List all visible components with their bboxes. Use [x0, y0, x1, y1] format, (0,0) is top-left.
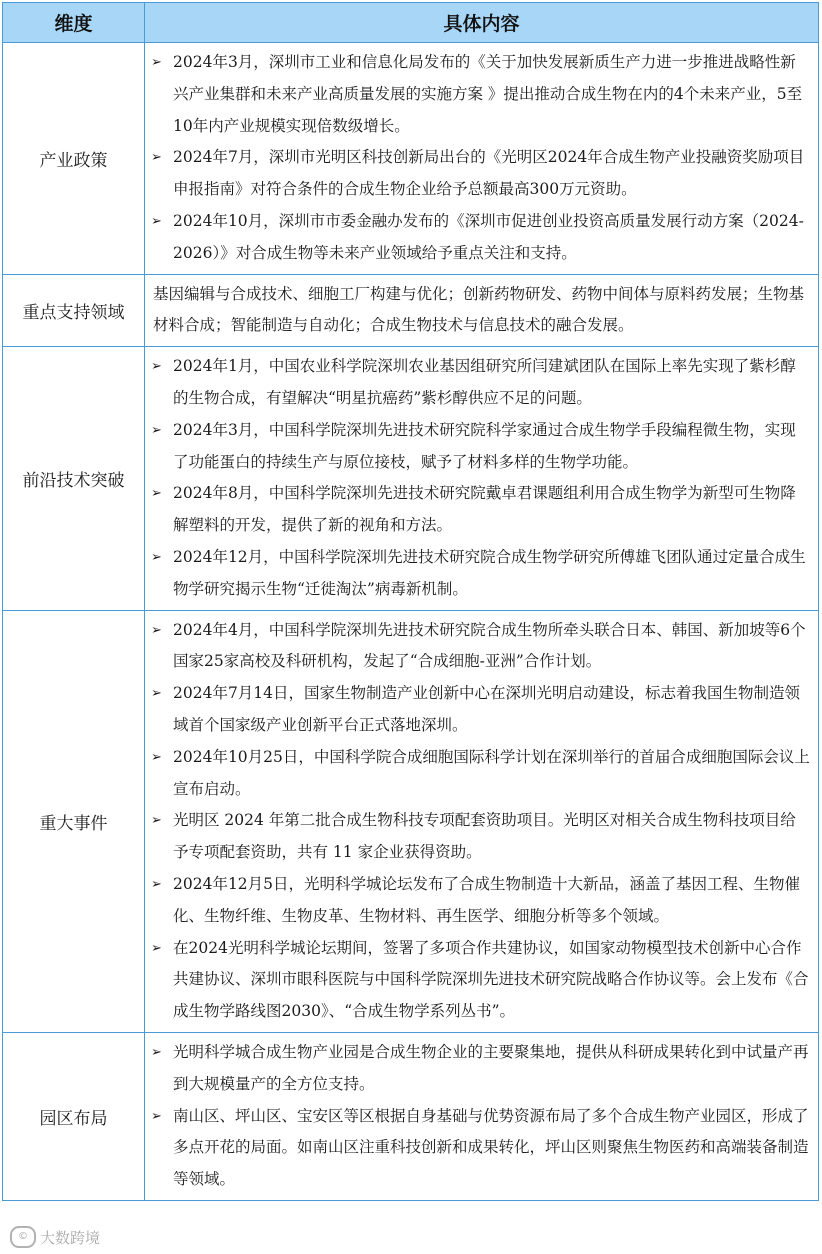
list-item	[151, 805, 810, 869]
arrow-bullet-icon: ➢	[151, 359, 162, 375]
list-item	[151, 206, 810, 270]
content-cell	[145, 347, 819, 610]
list-item	[151, 678, 810, 742]
arrow-bullet-icon: ➢	[151, 55, 162, 70]
list-item	[151, 1101, 810, 1196]
list-item-text: 光明科学城合成生物产业园是合成生物企业的主要聚集地，提供从科研成果转化到中试量产再到大规模量产的全方位支持。	[173, 1042, 809, 1093]
arrow-bullet-icon: ➢	[151, 876, 162, 892]
table-row	[3, 274, 819, 347]
arrow-bullet-icon: ➢	[151, 213, 162, 229]
list-item-text: 2024年1月，中国农业科学院深圳农业基因组研究所闫建斌团队在国际上率先实现了紫杉醇的生物合成，有望解决“明星抗癌药”紫杉醇供应不足的问题。	[173, 357, 796, 407]
content-cell	[145, 1032, 819, 1200]
table-header-row	[3, 3, 819, 43]
dimension-cell: 重点支持领域	[3, 274, 145, 347]
bullet-list	[151, 47, 810, 270]
list-item-text: 2024年7月14日，国家生物制造产业创新中心在深圳光明启动建设，标志着我国生物制造领域首个国家级产业创新平台正式落地深圳。	[173, 684, 801, 734]
list-item	[151, 742, 810, 806]
list-item-text: 光明区 2024 年第二批合成生物科技专项配套资助项目。光明区对相关合成生物科技项目给予专项配套资助，共有 11 家企业获得资助。	[173, 811, 796, 862]
list-item	[151, 615, 810, 679]
header-dimension: 维度	[3, 3, 145, 43]
list-item-text: 2024年12月5日，光明科学城论坛发布了合成生物制造十大新品，涵盖了基因工程、生物催化、生物纤维、生物皮革、生物材料、再生医学、细胞分析等多个领域。	[173, 874, 801, 925]
list-item	[151, 415, 810, 479]
list-item-text: 2024年7月，深圳市光明区科技创新局出台的《光明区2024年合成生物产业投融资奖励项目申报指南》对符合条件的合成生物企业给予总额最高300万元资助。	[173, 148, 805, 199]
table-row	[3, 610, 819, 1032]
arrow-bullet-icon: ➢	[151, 813, 162, 829]
list-item	[151, 142, 810, 206]
dimension-cell: 重大事件	[3, 610, 145, 1032]
watermark-logo-icon: ©	[10, 1226, 36, 1248]
bullet-list	[151, 615, 810, 1028]
list-item-text: 2024年3月，深圳市工业和信息化局发布的《关于加快发展新质生产力进一步推进战略性新兴产业集群和未来产业高质量发展的实施方案 》提出推动合成生物在内的4个未来产业，5至10年内产业规模实现倍数级增长。	[173, 53, 803, 135]
arrow-bullet-icon: ➢	[151, 1108, 162, 1124]
list-item	[151, 933, 810, 1028]
watermark-text: 大数跨境	[40, 1228, 101, 1247]
arrow-bullet-icon: ➢	[151, 686, 162, 702]
list-item	[151, 478, 810, 542]
list-item-text: 2024年10月25日，中国科学院合成细胞国际科学计划在深圳举行的首届合成细胞国际会议上宣布启动。	[173, 747, 810, 798]
arrow-bullet-icon: ➢	[151, 422, 162, 438]
list-item-text: 2024年3月，中国科学院深圳先进技术研究院科学家通过合成生物学手段编程微生物，实现了功能蛋白的持续生产与原位接枝，赋予了材料多样的生物学功能。	[173, 420, 796, 471]
bullet-list	[151, 1037, 810, 1196]
list-item-text: 2024年4月，中国科学院深圳先进技术研究院合成生物所牵头联合日本、韩国、新加坡等6个国家25家高校及科研机构，发起了“合成细胞-亚洲”合作计划。	[173, 620, 806, 671]
arrow-bullet-icon: ➢	[151, 549, 162, 565]
arrow-bullet-icon: ➢	[151, 1044, 162, 1060]
list-item-text: 2024年10月，深圳市市委金融办发布的《深圳市促进创业投资高质量发展行动方案（2024-2026）》对合成生物等未来产业领域给予重点关注和支持。	[173, 211, 804, 262]
arrow-bullet-icon: ➢	[151, 622, 162, 638]
header-content: 具体内容	[145, 3, 819, 43]
bullet-list	[151, 351, 810, 605]
table-row	[3, 347, 819, 610]
list-item	[151, 1037, 810, 1101]
dimension-cell: 产业政策	[3, 43, 145, 275]
arrow-bullet-icon: ➢	[151, 749, 162, 765]
list-item-text: 2024年12月，中国科学院深圳先进技术研究院合成生物学研究所傅雄飞团队通过定量合成生物学研究揭示生物“迁徙淘汰”病毒新机制。	[173, 547, 806, 598]
content-cell	[145, 274, 819, 347]
arrow-bullet-icon: ➢	[151, 486, 162, 502]
table-body	[3, 43, 819, 1201]
list-item-text: 2024年8月，中国科学院深圳先进技术研究院戴卓君课题组利用合成生物学为新型可生物降解塑料的开发，提供了新的视角和方法。	[173, 484, 796, 535]
list-item	[151, 542, 810, 606]
list-item	[151, 351, 810, 415]
content-cell	[145, 43, 819, 275]
arrow-bullet-icon: ➢	[151, 940, 162, 956]
list-item-text: 在2024光明科学城论坛期间，签署了多项合作共建协议，如国家动物模型技术创新中心合作共建协议、深圳市眼科医院与中国科学院深圳先进技术研究院战略合作协议等。会上发布《合成生物学路线图2030》、“合成生物学系列丛书”。	[173, 938, 809, 1021]
table-row	[3, 43, 819, 275]
table-row	[3, 1032, 819, 1200]
arrow-bullet-icon: ➢	[151, 150, 162, 166]
list-item-text: 南山区、坪山区、宝安区等区根据自身基础与优势资源布局了多个合成生物产业园区，形成了多点开花的局面。如南山区注重科技创新和成果转化，坪山区则聚焦生物医药和高端装备制造等领域。	[173, 1106, 809, 1189]
dimension-cell: 前沿技术突破	[3, 347, 145, 610]
dimension-cell: 园区布局	[3, 1032, 145, 1200]
policy-table	[2, 2, 819, 1201]
watermark	[10, 1226, 100, 1248]
list-item	[151, 47, 810, 142]
list-item	[151, 869, 810, 933]
content-cell	[145, 610, 819, 1032]
content-text: 基因编辑与合成技术、细胞工厂构建与优化；创新药物研发、药物中间体与原料药发展；生物基材料合成；智能制造与自动化；合成生物技术与信息技术的融合发展。	[153, 284, 805, 335]
